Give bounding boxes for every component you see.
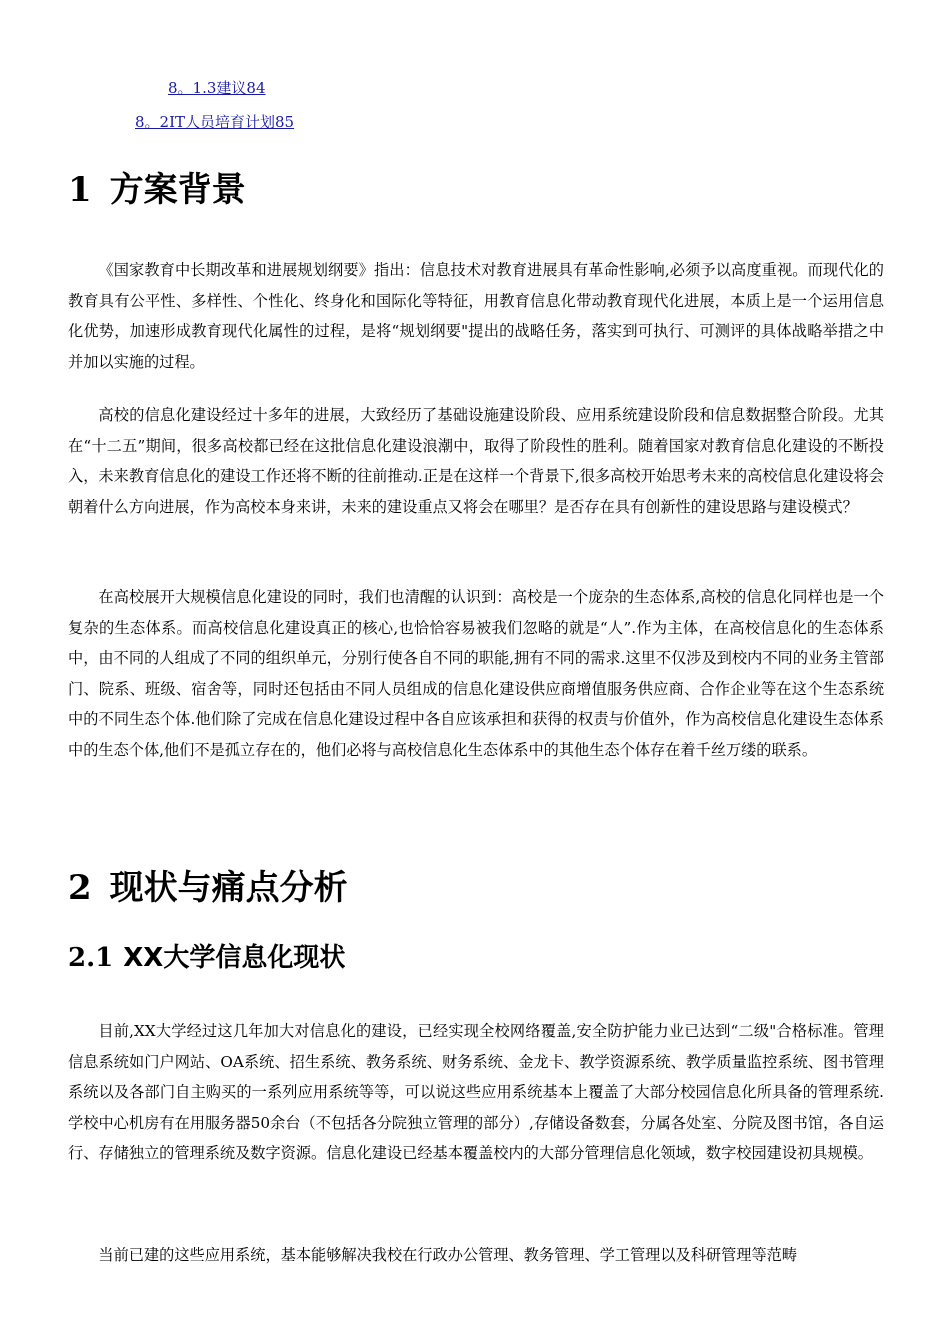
paragraph: 在高校展开大规模信息化建设的同时，我们也清醒的认识到：高校是一个庞杂的生态体系,高校的信息化同样也是一个复杂的生态体系。而高校信息化建设真正的核心,也恰恰容易被我们忽略的就是“人”.作为主体，在高校信息化的生态体系中，由不同的人组成了不同的组织单元，分别行使各自不同的职能,拥有不同的需求.这里不仅涉及到校内不同的业务主管部门、院系、班级、宿舍等，同时还包括由不同人员组成的信息化建设供应商增值服务供应商、合作企业等在这个生态系统中的不同生态个体.他们除了完成在信息化建设过程中各自应该承担和获得的权责与价值外，作为高校信息化建设生态体系中的生态个体,他们不是孤立存在的，他们必将与高校信息化生态体系中的其他生态个体存在着千丝万缕的联系。 xyxy=(68,588,884,759)
toc-link-8-2[interactable]: 8。2IT人员培育计划85 xyxy=(135,113,295,131)
paragraph: 目前,XX大学经过这几年加大对信息化的建设，已经实现全校网络覆盖,安全防护能力业已达到“二级"合格标准。管理信息系统如门户网站、OA系统、招生系统、教务系统、财务系统、金龙卡、教学资源系统、教学质量监控系统、图书管理系统以及各部门自主购买的一系列应用系统等等，可以说这些应用系统基本上覆盖了大部分校园信息化所具备的管理系统.学校中心机房有在用服务器50余台（不包括各分院独立管理的部分）,存储设备数套，分属各处室、分院及图书馆，各自运行、存储独立的管理系统及数字资源。信息化建设已经基本覆盖校内的大部分管理信息化领域，数字校园建设初具规模。 xyxy=(68,1022,884,1163)
subsection-title-prefix: XX xyxy=(123,943,164,973)
subsection-heading-2-1 xyxy=(68,938,345,978)
section-number: 1 xyxy=(68,170,92,210)
paragraph: 高校的信息化建设经过十多年的进展，大致经历了基础设施建设阶段、应用系统建设阶段和信息数据整合阶段。尤其在“十二五”期间，很多高校都已经在这批信息化建设浪潮中，取得了阶段性的胜利。随着国家对教育信息化建设的不断投入，未来教育信息化的建设工作还将不断的往前推动.正是在这样一个背景下,很多高校开始思考未来的高校信息化建设将会朝着什么方向进展，作为高校本身来讲，未来的建设重点又将会在哪里？是否存在具有创新性的建设思路与建设模式？ xyxy=(68,406,884,516)
paragraph: 《国家教育中长期改革和进展规划纲要》指出：信息技术对教育进展具有革命性影响,必须予以高度重视。而现代化的教育具有公平性、多样性、个性化、终身化和国际化等特征，用教育信息化带动教育现代化进展，本质上是一个运用信息化优势，加速形成教育现代化属性的过程，是将“规划纲要"提出的战略任务，落实到可执行、可测评的具体战略举措之中并加以实施的过程。 xyxy=(68,261,884,371)
toc-link-8-1-3[interactable]: 8。1.3建议84 xyxy=(168,79,266,97)
subsection-title: 大学信息化现状 xyxy=(163,943,346,973)
section-heading-2 xyxy=(68,866,348,910)
subsection-number: 2.1 xyxy=(68,943,114,973)
section-title: 方案背景 xyxy=(109,170,246,210)
section-number: 2 xyxy=(68,868,92,908)
paragraph: 当前已建的这些应用系统，基本能够解决我校在行政办公管理、教务管理、学工管理以及科研管理等范畴 xyxy=(98,1246,798,1264)
section-title: 现状与痛点分析 xyxy=(109,868,348,908)
section-heading-1 xyxy=(68,168,246,212)
